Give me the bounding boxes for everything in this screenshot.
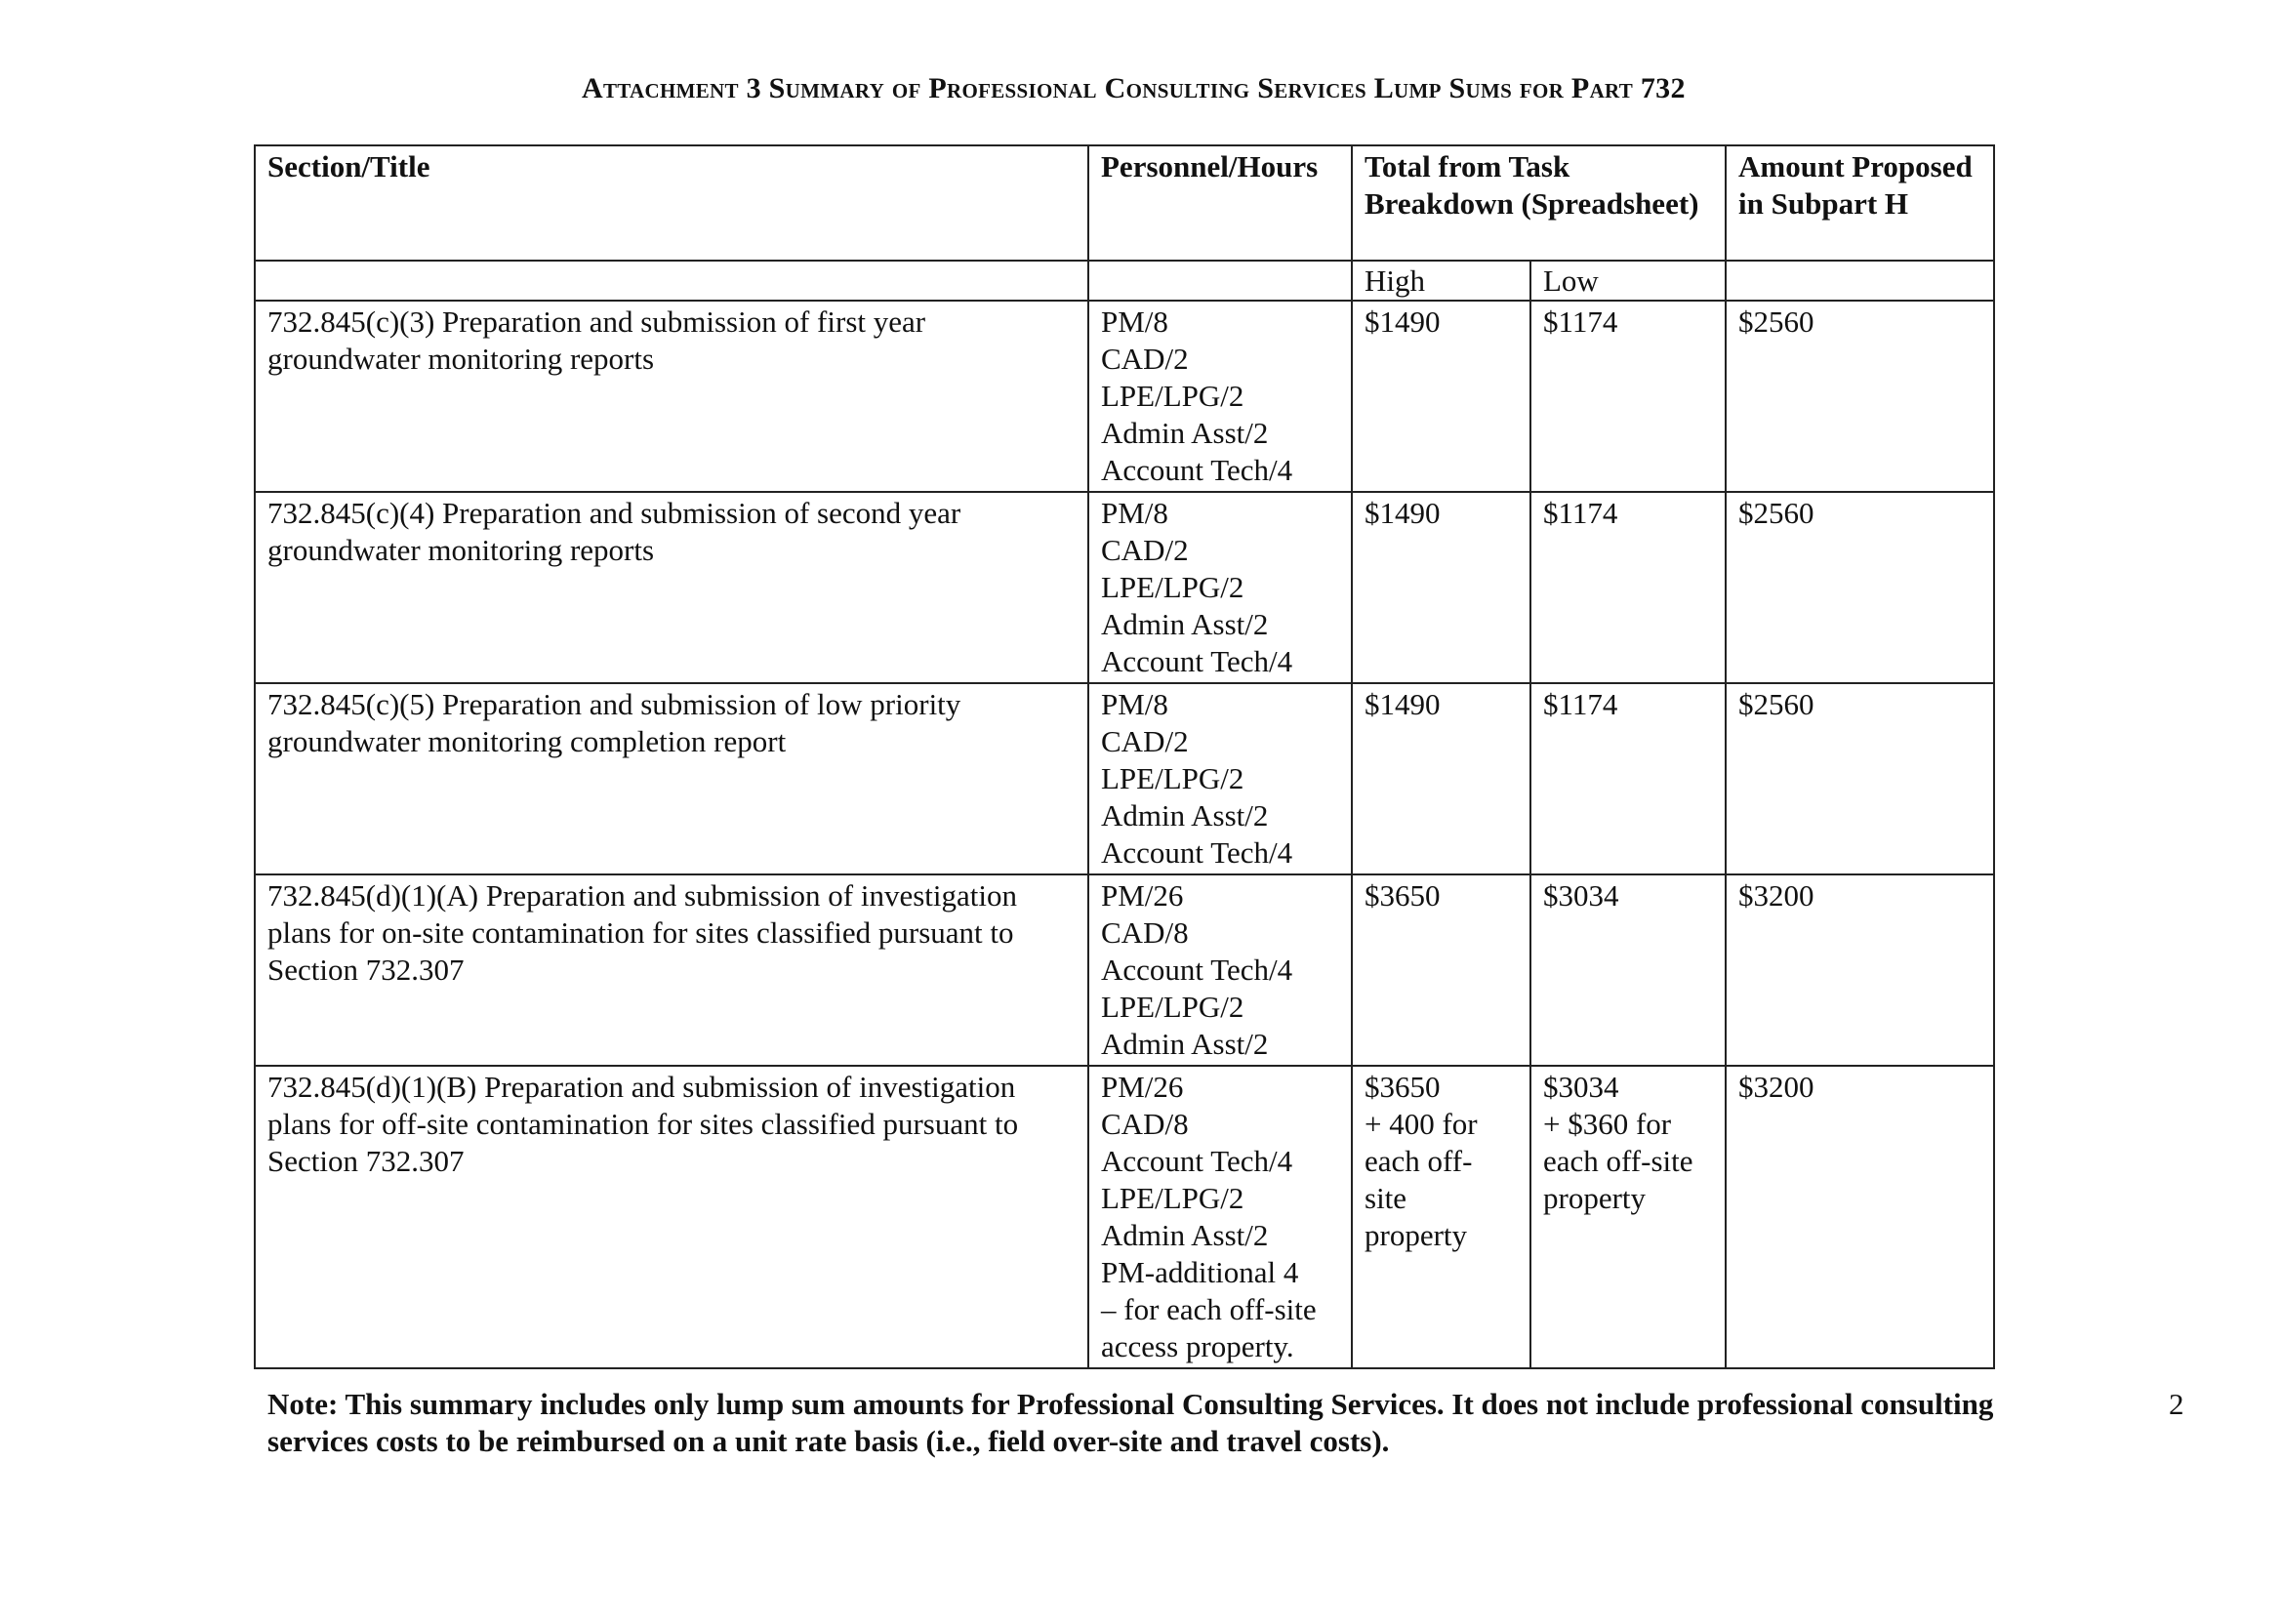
personnel-hours-cell-line: Admin Asst/2 bbox=[1101, 416, 1269, 450]
low-total-cell-line: $1174 bbox=[1543, 496, 1618, 530]
personnel-hours-cell-line: PM/8 bbox=[1101, 496, 1168, 530]
header-total: Total from Task Breakdown (Spreadsheet) bbox=[1352, 145, 1726, 261]
low-total-cell-line: $3034 bbox=[1543, 1070, 1619, 1104]
section-title-cell: 732.845(d)(1)(A) Preparation and submission of investigation plans for on-site contamination for sites classified pursuant to Section 732.307 bbox=[255, 874, 1088, 1066]
personnel-hours-cell-line: LPE/LPG/2 bbox=[1101, 1181, 1244, 1215]
personnel-hours-cell-line: Admin Asst/2 bbox=[1101, 798, 1269, 832]
subheader-low: Low bbox=[1530, 261, 1726, 301]
summary-table bbox=[254, 144, 1995, 1369]
section-title-cell: 732.845(d)(1)(B) Preparation and submission of investigation plans for off-site contamination for sites classified pursuant to Section 732.307 bbox=[255, 1066, 1088, 1368]
personnel-hours-cell-line: Account Tech/4 bbox=[1101, 835, 1293, 870]
personnel-hours-cell-line: LPE/LPG/2 bbox=[1101, 990, 1244, 1024]
subheader-empty bbox=[1726, 261, 1994, 301]
table-body bbox=[255, 301, 1994, 1368]
high-total-cell-line: site bbox=[1365, 1181, 1407, 1215]
personnel-hours-cell-line: CAD/2 bbox=[1101, 342, 1189, 376]
high-total-cell-line: $1490 bbox=[1365, 304, 1441, 339]
personnel-hours-cell-line: Admin Asst/2 bbox=[1101, 607, 1269, 641]
personnel-hours-cell bbox=[1088, 492, 1352, 683]
personnel-hours-cell-line: Account Tech/4 bbox=[1101, 453, 1293, 487]
personnel-hours-cell-line: LPE/LPG/2 bbox=[1101, 570, 1244, 604]
personnel-hours-cell bbox=[1088, 301, 1352, 492]
personnel-hours-cell bbox=[1088, 874, 1352, 1066]
amount-proposed-cell: $2560 bbox=[1726, 683, 1994, 874]
personnel-hours-cell-line: LPE/LPG/2 bbox=[1101, 379, 1244, 413]
header-amount: Amount Proposed in Subpart H bbox=[1726, 145, 1994, 261]
table-row bbox=[255, 874, 1994, 1066]
personnel-hours-cell-line: Account Tech/4 bbox=[1101, 644, 1293, 678]
personnel-hours-cell-line: Account Tech/4 bbox=[1101, 953, 1293, 987]
high-total-cell-line: $3650 bbox=[1365, 878, 1441, 913]
low-total-cell-line: $3034 bbox=[1543, 878, 1619, 913]
section-title-cell: 732.845(c)(5) Preparation and submission of low priority groundwater monitoring completion report bbox=[255, 683, 1088, 874]
high-total-cell-line: $3650 bbox=[1365, 1070, 1441, 1104]
low-total-cell bbox=[1530, 683, 1726, 874]
high-total-cell bbox=[1352, 492, 1530, 683]
high-total-cell bbox=[1352, 1066, 1530, 1368]
header-row bbox=[255, 145, 1994, 261]
personnel-hours-cell-line: LPE/LPG/2 bbox=[1101, 761, 1244, 795]
high-total-cell-line: $1490 bbox=[1365, 496, 1441, 530]
section-title-cell: 732.845(c)(3) Preparation and submission of first year groundwater monitoring reports bbox=[255, 301, 1088, 492]
low-total-cell-line: each off-site bbox=[1543, 1144, 1693, 1178]
personnel-hours-cell-line: Admin Asst/2 bbox=[1101, 1027, 1269, 1061]
high-total-cell bbox=[1352, 301, 1530, 492]
subheader-empty bbox=[255, 261, 1088, 301]
high-total-cell-line: $1490 bbox=[1365, 687, 1441, 721]
low-total-cell-line: $1174 bbox=[1543, 304, 1618, 339]
subheader-row bbox=[255, 261, 1994, 301]
header-section: Section/Title bbox=[255, 145, 1088, 261]
personnel-hours-cell-line: access property. bbox=[1101, 1329, 1294, 1363]
table-row bbox=[255, 1066, 1994, 1368]
high-total-cell-line: + 400 for bbox=[1365, 1107, 1478, 1141]
subheader-empty bbox=[1088, 261, 1352, 301]
personnel-hours-cell-line: PM/26 bbox=[1101, 878, 1184, 913]
personnel-hours-cell-line: CAD/8 bbox=[1101, 1107, 1189, 1141]
personnel-hours-cell-line: PM-additional 4 bbox=[1101, 1255, 1299, 1289]
subheader-high: High bbox=[1352, 261, 1530, 301]
personnel-hours-cell bbox=[1088, 683, 1352, 874]
high-total-cell-line: property bbox=[1365, 1218, 1468, 1252]
table-row bbox=[255, 301, 1994, 492]
table-row bbox=[255, 492, 1994, 683]
personnel-hours-cell-line: PM/26 bbox=[1101, 1070, 1184, 1104]
amount-proposed-cell: $2560 bbox=[1726, 492, 1994, 683]
table-row bbox=[255, 683, 1994, 874]
high-total-cell bbox=[1352, 683, 1530, 874]
personnel-hours-cell-line: Account Tech/4 bbox=[1101, 1144, 1293, 1178]
personnel-hours-cell bbox=[1088, 1066, 1352, 1368]
amount-proposed-cell: $3200 bbox=[1726, 1066, 1994, 1368]
section-title-cell: 732.845(c)(4) Preparation and submission of second year groundwater monitoring reports bbox=[255, 492, 1088, 683]
personnel-hours-cell-line: Admin Asst/2 bbox=[1101, 1218, 1269, 1252]
personnel-hours-cell-line: CAD/2 bbox=[1101, 533, 1189, 567]
low-total-cell-line: property bbox=[1543, 1181, 1647, 1215]
personnel-hours-cell-line: CAD/2 bbox=[1101, 724, 1189, 758]
low-total-cell-line: + $360 for bbox=[1543, 1107, 1672, 1141]
low-total-cell-line: $1174 bbox=[1543, 687, 1618, 721]
page-title: Attachment 3 Summary of Professional Consulting Services Lump Sums for Part 732 bbox=[582, 72, 1686, 104]
page-number: 2 bbox=[2169, 1387, 2184, 1421]
header-personnel: Personnel/Hours bbox=[1088, 145, 1352, 261]
personnel-hours-cell-line: PM/8 bbox=[1101, 687, 1168, 721]
personnel-hours-cell-line: PM/8 bbox=[1101, 304, 1168, 339]
amount-proposed-cell: $3200 bbox=[1726, 874, 1994, 1066]
amount-proposed-cell: $2560 bbox=[1726, 301, 1994, 492]
high-total-cell bbox=[1352, 874, 1530, 1066]
low-total-cell bbox=[1530, 874, 1726, 1066]
personnel-hours-cell-line: – for each off-site bbox=[1101, 1292, 1317, 1326]
low-total-cell bbox=[1530, 1066, 1726, 1368]
personnel-hours-cell-line: CAD/8 bbox=[1101, 915, 1189, 950]
low-total-cell bbox=[1530, 301, 1726, 492]
high-total-cell-line: each off- bbox=[1365, 1144, 1473, 1178]
footnote: Note: This summary includes only lump sum amounts for Professional Consulting Services. It does not include professional consulting services costs to be reimbursed on a unit rate basis (i.e., field over-site and travel costs). bbox=[267, 1387, 1994, 1458]
low-total-cell bbox=[1530, 492, 1726, 683]
